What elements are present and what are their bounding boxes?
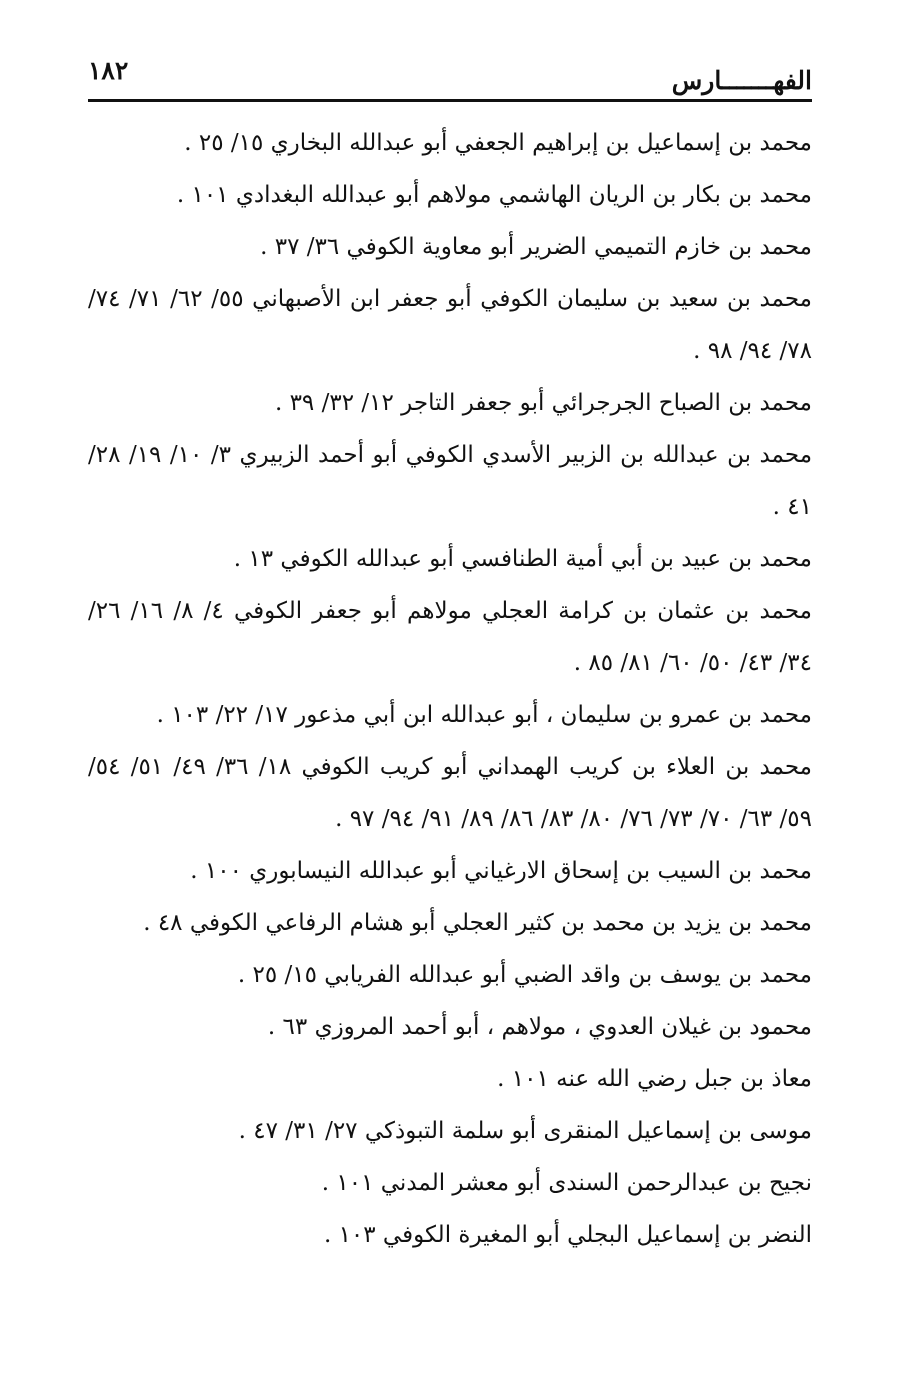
index-entry: محمد بن عمرو بن سليمان ، أبو عبدالله ابن أبي مذعور ١٧/ ٢٢/ ١٠٣ .	[156, 702, 812, 728]
index-entry: محمد بن عثمان بن كرامة العجلي مولاهم أبو جعفر الكوفي ٤/ ٨/ ١٦/ ٢٦/ ٣٤/ ٤٣/ ٥٠/ ٦٠/ ٨١/ ٨٥ .	[88, 598, 812, 676]
index-entry: محمد بن سعيد بن سليمان الكوفي أبو جعفر ابن الأصبهاني ٥٥/ ٦٢/ ٧١/ ٧٤/ ٧٨/ ٩٤/ ٩٨ .	[88, 286, 813, 364]
index-entry: نجيح بن عبدالرحمن السندى أبو معشر المدني ١٠١ .	[321, 1170, 812, 1196]
index-entry: محمد بن إسماعيل بن إبراهيم الجعفي أبو عبدالله البخاري ١٥/ ٢٥ .	[184, 130, 812, 156]
index-entry: محمد بن السيب بن إسحاق الارغياني أبو عبدالله النيسابوري ١٠٠ .	[190, 858, 812, 884]
page-header	[88, 52, 812, 100]
index-entry: النضر بن إسماعيل البجلي أبو المغيرة الكوفي ١٠٣ .	[323, 1222, 812, 1248]
index-entry: محمود بن غيلان العدوي ، مولاهم ، أبو أحمد المروزي ٦٣ .	[267, 1014, 812, 1040]
index-entry: معاذ بن جبل رضي الله عنه ١٠١ .	[497, 1066, 812, 1092]
index-entry: محمد بن بكار بن الريان الهاشمي مولاهم أبو عبدالله البغدادي ١٠١ .	[176, 182, 812, 208]
index-entry: محمد بن عبدالله بن الزبير الأسدي الكوفي أبو أحمد الزبيري ٣/ ١٠/ ١٩/ ٢٨/ ٤١ .	[88, 442, 813, 520]
index-entry: محمد بن عبيد بن أبي أمية الطنافسي أبو عبدالله الكوفي ١٣ .	[233, 546, 812, 572]
index-entry: موسى بن إسماعيل المنقرى أبو سلمة التبوذكي ٢٧/ ٣١/ ٤٧ .	[238, 1118, 812, 1144]
index-entries	[88, 117, 812, 1261]
section-title: الفهـــــــارس	[671, 66, 812, 95]
index-entry: محمد بن الصباح الجرجرائي أبو جعفر التاجر ١٢/ ٣٢/ ٣٩ .	[274, 390, 812, 416]
page-number: ١٨٢	[88, 56, 129, 85]
index-entry: محمد بن يوسف بن واقد الضبي أبو عبدالله الفريابي ١٥/ ٢٥ .	[237, 962, 812, 988]
index-entry: محمد بن خازم التميمي الضرير أبو معاوية الكوفي ٣٦/ ٣٧ .	[260, 234, 812, 260]
index-entry: محمد بن العلاء بن كريب الهمداني أبو كريب الكوفي ١٨/ ٣٦/ ٤٩/ ٥١/ ٥٤/ ٥٩/ ٦٣/ ٧٠/ ٧٣/ ٧٦/ ٨٠/ ٨٣/ ٨٦/ ٨٩/ ٩١/ ٩٤/ ٩٧ .	[88, 754, 813, 832]
header-rule	[88, 99, 812, 102]
index-entry: محمد بن يزيد بن محمد بن كثير العجلي أبو هشام الرفاعي الكوفي ٤٨ .	[143, 910, 812, 936]
